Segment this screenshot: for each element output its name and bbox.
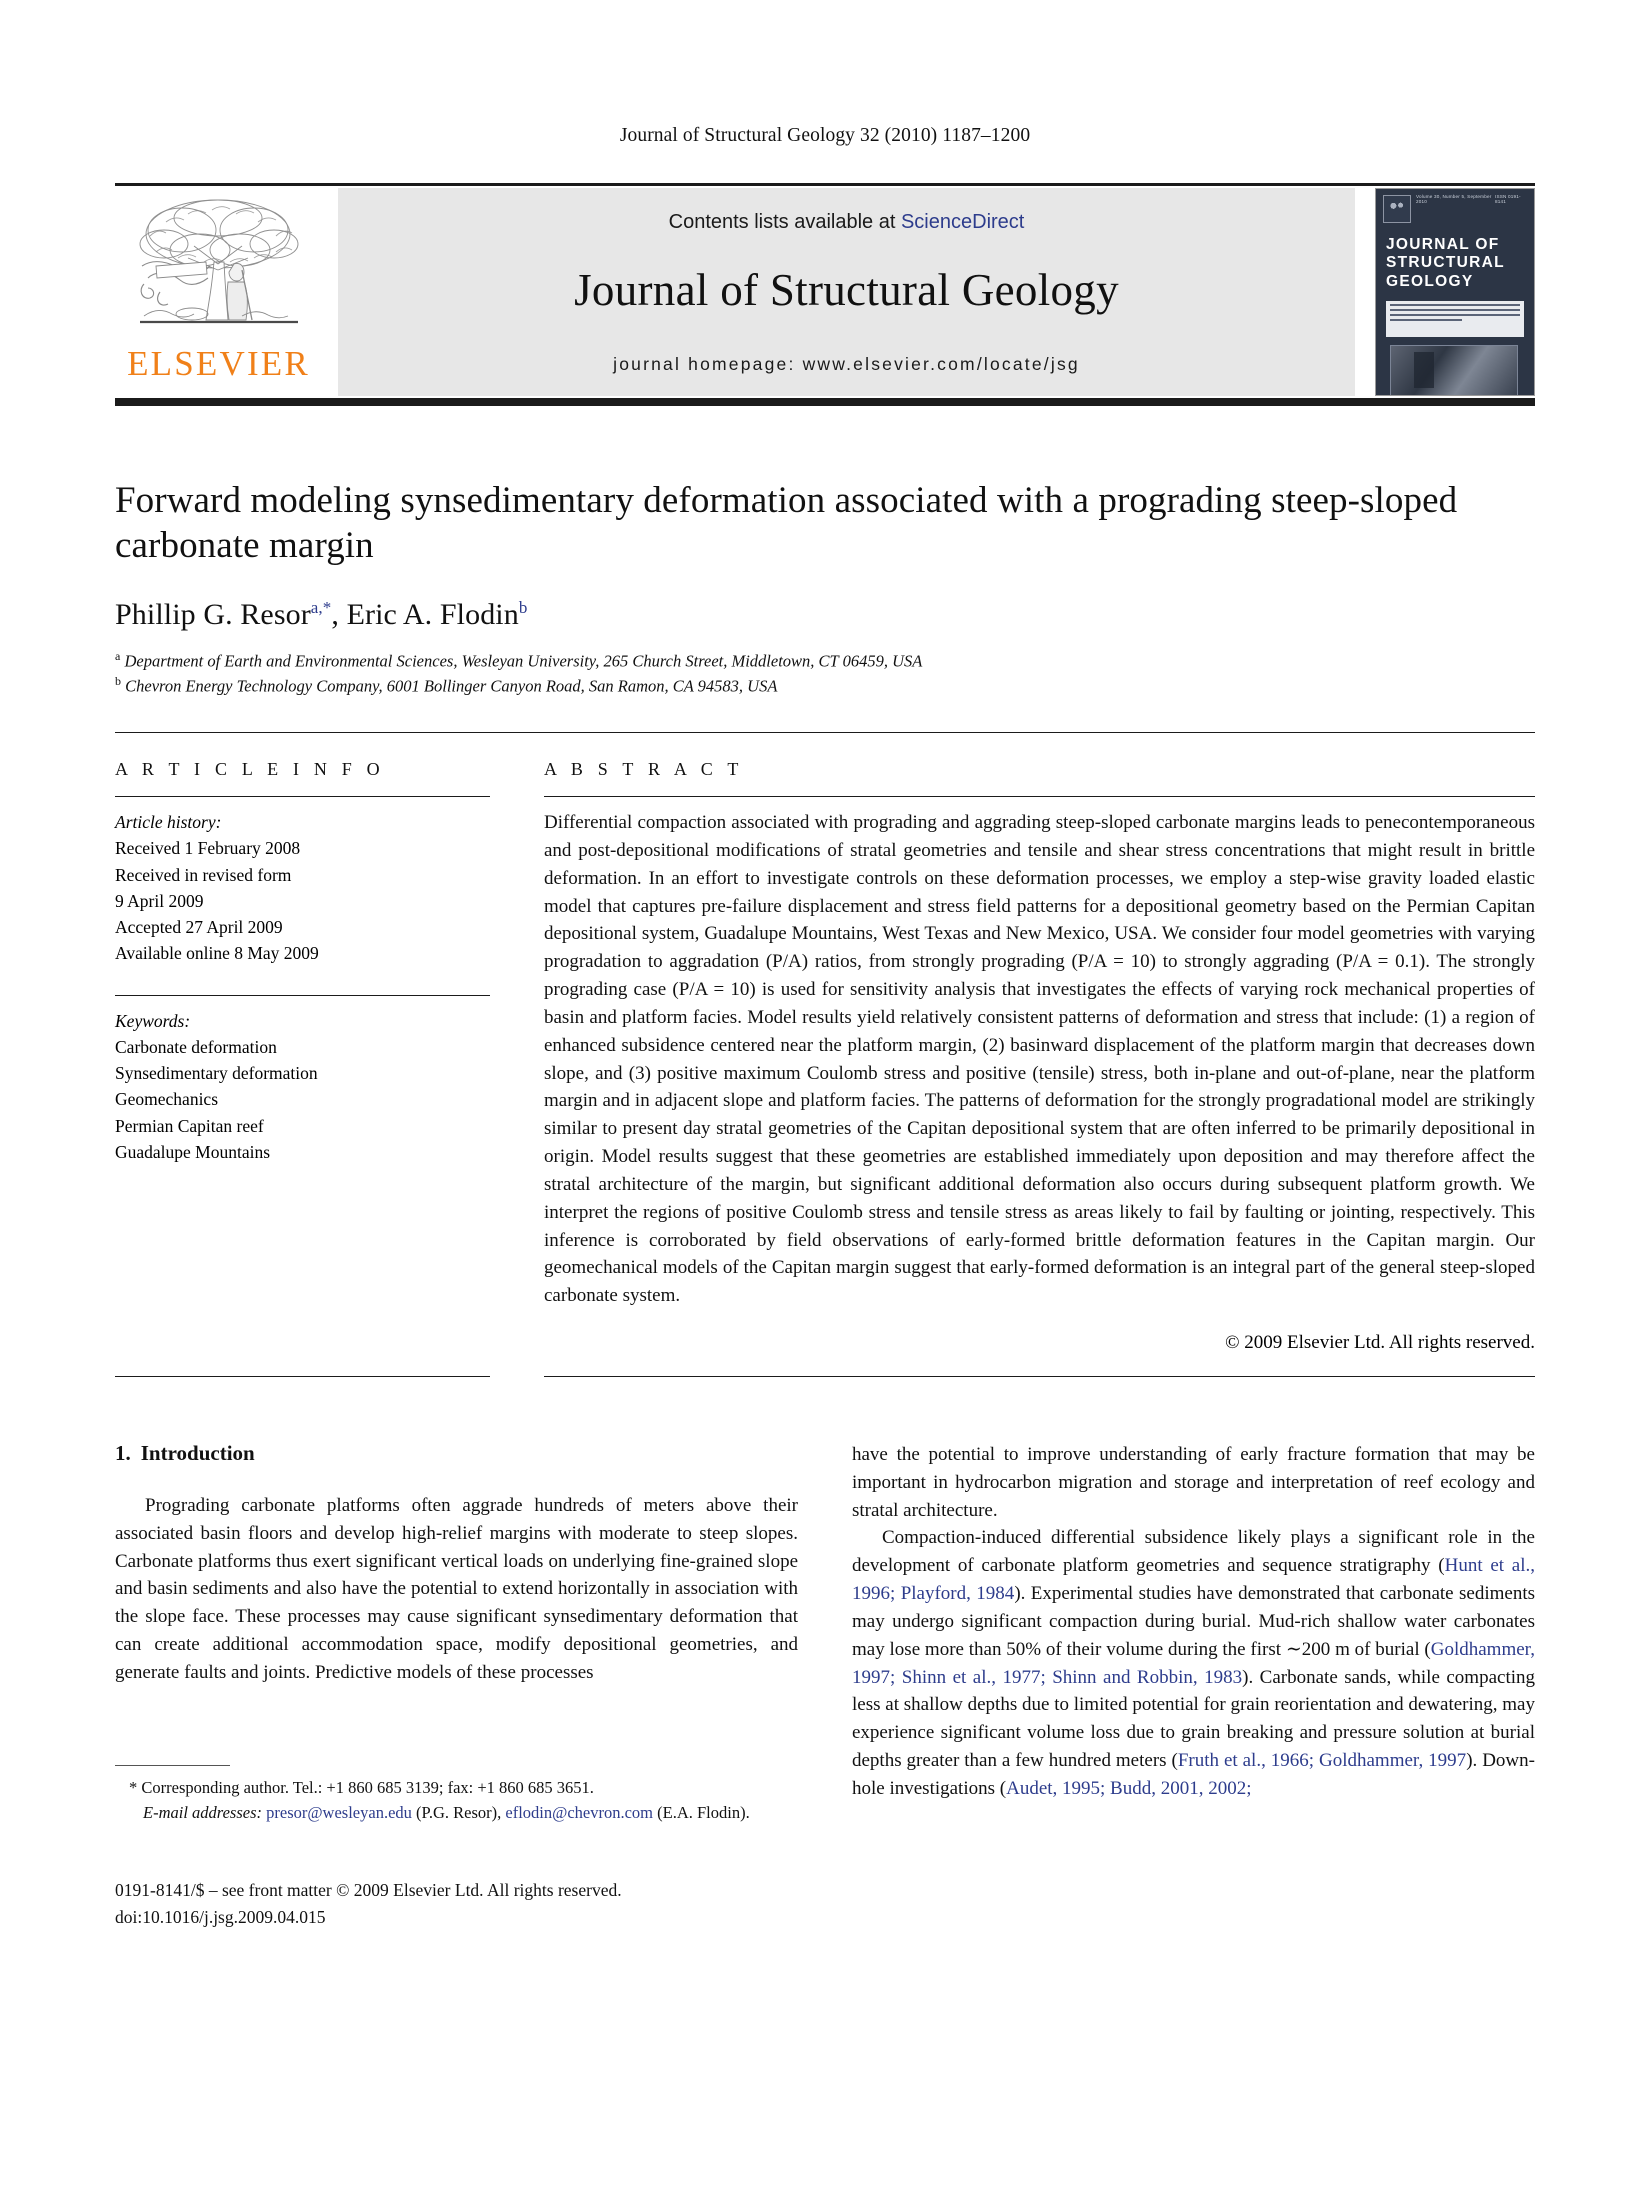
- author-name-1: Phillip G. Resor: [115, 598, 311, 632]
- journal-cover-thumbnail[interactable]: [1375, 188, 1535, 396]
- intro-p2-seg-a: Compaction-induced differential subsidence likely plays a significant role in the development of carbonate platform geometries and sequence stratigraphy (: [852, 1527, 1535, 1577]
- cover-abstract-line: [1390, 304, 1520, 307]
- email-2-owner: (E.A. Flodin).: [653, 1802, 750, 1822]
- cover-title: [1386, 236, 1534, 291]
- article-info-rule: [115, 796, 490, 797]
- intro-p2-seg-c: ). Carbonate sands, while compacting less at shallow depths due to limited potential for grain reorientation and dewatering, may experience significant volume loss due to grain breaking and pressure solution at burial depths greater than a few hundred meters (: [852, 1666, 1536, 1772]
- abstract-end-rule: [544, 1376, 1535, 1377]
- intro-paragraph-2: [852, 1524, 1535, 1802]
- info-end-rule: [115, 1376, 490, 1377]
- keyword-item: Geomechanics: [115, 1089, 219, 1110]
- cover-abstract-line: [1390, 314, 1520, 317]
- author-name-2: Eric A. Flodin: [346, 598, 519, 632]
- contents-list-line: [669, 211, 1025, 234]
- corresponding-author-note: * Corresponding author. Tel.: +1 860 685 3139; fax: +1 860 685 3651.: [129, 1777, 594, 1797]
- elsevier-wordmark: ELSEVIER: [127, 344, 310, 383]
- article-info-column: [115, 759, 490, 1354]
- article-history-item: Accepted 27 April 2009: [115, 917, 283, 938]
- affiliation-a-text: Department of Earth and Environmental Sciences, Wesleyan University, 265 Church Street, Middletown, CT 06459, USA: [124, 651, 923, 671]
- email-label: E-mail addresses:: [143, 1802, 262, 1822]
- section-heading-introduction: [115, 1441, 798, 1466]
- body-column-left: [115, 1441, 798, 1930]
- affiliation-b: [115, 673, 1535, 698]
- email-link-1[interactable]: presor@wesleyan.edu: [266, 1802, 412, 1822]
- article-history-label: Article history:: [115, 812, 222, 833]
- front-matter-line-1: 0191-8141/$ – see front matter © 2009 Elsevier Ltd. All rights reserved.: [115, 1880, 622, 1901]
- footnote-text: [115, 1776, 798, 1826]
- author-2-marks[interactable]: b: [518, 598, 528, 618]
- intro-paragraph-1: Prograding carbonate platforms often aggrade hundreds of meters above their associated basin floors and develop high-relief margins with moderate to steep slopes. Carbonate platforms thus exert significant vertical loads on underlying fine-grained slope and basin sediments and also have the potential to extend horizontally in association with the slope face. These processes may cause significant synsedimentary deformation that can create additional accommodation space, modify depositional geometries, and generate faults and joints. Predictive models of these processes: [115, 1495, 798, 1683]
- affiliations: [115, 648, 1535, 698]
- journal-masthead: [115, 183, 1535, 406]
- elsevier-tree-icon: [130, 192, 308, 344]
- citation-fruth-goldhammer[interactable]: Fruth et al., 1966; Goldhammer, 1997: [1177, 1750, 1467, 1772]
- journal-homepage-link[interactable]: journal homepage: www.elsevier.com/locate/jsg: [613, 354, 1080, 374]
- email-link-2[interactable]: eflodin@chevron.com: [505, 1802, 654, 1822]
- author-1-marks[interactable]: a,*: [310, 598, 332, 618]
- title-section-rule: [115, 732, 1535, 733]
- section-end-rules: [115, 1354, 1535, 1377]
- keyword-item: Carbonate deformation: [115, 1036, 277, 1057]
- cover-title-line-1: JOURNAL OF: [1386, 236, 1500, 253]
- affiliation-a-mark: a: [115, 649, 121, 664]
- info-end-rule-wrap: [115, 1354, 490, 1377]
- cover-abstract-box: [1386, 301, 1524, 337]
- keywords-rule: [115, 995, 490, 996]
- cover-abstract-line: [1390, 309, 1520, 312]
- affiliation-b-text: Chevron Energy Technology Company, 6001 Bollinger Canyon Road, San Ramon, CA 94583, USA: [125, 676, 778, 696]
- abstract-text: Differential compaction associated with prograding and aggrading steep-sloped carbonate margins leads to penecontemporaneous and post-depositional modifications of stratal geometries and tensile and shear stress concentrations that might result in brittle deformation. In an effort to investigate controls on these deformation processes, we employ a step-wise gravity loaded elastic model that captures pre-failure displacement and stress field patterns for a depositional geometry based on the Permian Capitan depositional system, Guadalupe Mountains, West Texas and New Mexico, USA. We consider four model geometries with varying progradation to aggradation (P/A) ratios, from strongly prograding (P/A = 10) to strongly aggrading (P/A = 0.1). The strongly prograding case (P/A = 10) is used for sensitivity analysis that investigates the effects of varying rock mechanical properties of basin and platform facies. Model results yield relatively consistent patterns of deformation and stress that include: (1) a region of enhanced subsidence centered near the platform margin, (2) basinward displacement of the platform margin that decreases down slope, and (3) positive maximum Coulomb stress and positive (tensile) stress, both in-plane and out-of-plane, near the platform margin and in adjacent slope and platform facies. The patterns of deformation for the strongly progradational model are strikingly similar to present day stratal geometries of the Capitan depositional system that are often inferred to be primarily depositional in origin. Model results suggest that these geometries are established immediately upon deposition and may therefore affect the stratal architecture of the margin, but significant additional deformation also occurs during subsequent platform growth. We interpret the regions of positive Coulomb stress and tensile stress as areas likely to fail by faulting or jointing, respectively. This inference is corroborated by field observations of early-formed brittle deformation features in the Capitan margin. Our geomechanical models of the Capitan margin suggest that early-formed deformation is an integral part of the general steep-sloped carbonate system.: [544, 812, 1535, 1307]
- abstract-copyright: © 2009 Elsevier Ltd. All rights reserved.: [1225, 1332, 1535, 1353]
- journal-title: Journal of Structural Geology: [574, 265, 1119, 315]
- article-history-item: Available online 8 May 2009: [115, 943, 319, 964]
- cover-issn-text: ISSN 0191-8141: [1494, 194, 1521, 204]
- affiliation-b-mark: b: [115, 674, 121, 689]
- article-info-heading: A R T I C L E I N F O: [115, 759, 385, 780]
- article-history-item: 9 April 2009: [115, 890, 204, 911]
- front-matter-doi[interactable]: doi:10.1016/j.jsg.2009.04.015: [115, 1906, 326, 1927]
- citation-hunt-playford[interactable]: Hunt et al., 1996; Playford, 1984: [852, 1555, 1535, 1605]
- author-list: [115, 598, 1535, 632]
- abstract-column: [544, 759, 1535, 1354]
- section-title-text: Introduction: [140, 1441, 255, 1465]
- footnote-rule: [115, 1765, 230, 1766]
- masthead-bottom-rule: [115, 398, 1535, 406]
- email-1-owner: (P.G. Resor),: [411, 1802, 506, 1822]
- keyword-item: Permian Capitan reef: [115, 1115, 264, 1136]
- section-number: 1.: [115, 1441, 131, 1465]
- footnote-block: [115, 1765, 798, 1930]
- article-history-item: Received 1 February 2008: [115, 838, 301, 859]
- page-title: Forward modeling synsedimentary deformation associated with a prograding steep-sloped carbonate margin: [115, 480, 1458, 567]
- cover-photos: [1390, 345, 1518, 396]
- intro-p2-seg-d: ). Down-hole investigations (: [852, 1750, 1535, 1799]
- citation-audet-budd[interactable]: Audet, 1995; Budd, 2001, 2002;: [1006, 1777, 1252, 1799]
- email-addresses-note: [115, 1801, 798, 1826]
- article-history-item: Received in revised form: [115, 864, 292, 885]
- contents-prefix: Contents lists available at: [668, 211, 901, 233]
- affiliation-a: [115, 648, 1535, 673]
- abstract-rule: [544, 796, 1535, 797]
- abstract-end-rule-wrap: [544, 1354, 1535, 1377]
- intro-p2-seg-b: ). Experimental studies have demonstrated that carbonate sediments may undergo significant compaction during burial. Mud-rich shallow water carbonates may lose more than 50% of their volume during the first ∼200 m of burial (: [852, 1583, 1536, 1660]
- keyword-item: Guadalupe Mountains: [115, 1141, 271, 1162]
- masthead-banner: [338, 188, 1355, 396]
- abstract-heading: A B S T R A C T: [544, 759, 744, 780]
- cover-elsevier-icon: [1383, 195, 1411, 223]
- keywords-label: Keywords:: [115, 1010, 191, 1031]
- cover-abstract-line: [1390, 319, 1462, 322]
- citation-goldhammer-shinn[interactable]: Goldhammer, 1997; Shinn et al., 1977; Shinn and Robbin, 1983: [852, 1638, 1535, 1688]
- front-matter-block: [115, 1877, 798, 1930]
- body-columns: [115, 1441, 1535, 1930]
- sciencedirect-link[interactable]: ScienceDirect: [900, 211, 1025, 233]
- author-separator: ,: [331, 598, 347, 632]
- masthead-top-rule: [115, 183, 1535, 186]
- info-abstract-grid: [115, 759, 1535, 1354]
- cover-title-line-3: GEOLOGY: [1386, 272, 1474, 290]
- elsevier-logo: [115, 188, 322, 396]
- cover-volume-text: Volume 30, Number 5, September 2010: [1416, 194, 1492, 204]
- cover-photo-top: [1390, 345, 1518, 396]
- cover-title-line-2: STRUCTURAL: [1386, 254, 1505, 272]
- title-block: [115, 478, 1535, 698]
- body-column-right: [852, 1441, 1535, 1930]
- running-head: Journal of Structural Geology 32 (2010) 1187–1200: [619, 125, 1031, 146]
- keyword-item: Synsedimentary deformation: [115, 1063, 318, 1084]
- intro-paragraph-1-cont: have the potential to improve understanding of early fracture formation that may be important in hydrocarbon migration and storage and interpretation of reef ecology and stratal architecture.: [852, 1444, 1535, 1521]
